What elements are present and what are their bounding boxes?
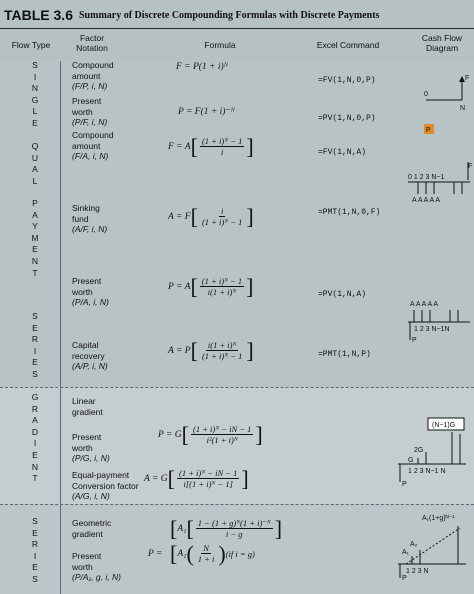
header-excel: Excel Command <box>316 40 380 50</box>
factor-name: Present worth <box>72 96 102 117</box>
factor-notation: (P/G, i, N) <box>72 453 110 463</box>
diagram-linear-gradient <box>394 416 470 494</box>
factor-name: Present worth <box>72 551 102 572</box>
svg-text:1 2 3 N−1N: 1 2 3 N−1N <box>414 326 450 333</box>
diagram-geometric-gradient <box>392 510 472 582</box>
svg-text:P: P <box>426 127 431 134</box>
row-fp <box>72 60 114 92</box>
excel-fp: =FV(1,N,0,P) <box>318 76 376 85</box>
svg-text:1 2 3 N−1 N: 1 2 3 N−1 N <box>408 468 446 475</box>
formula-af: A = F [ $\frac{i}{\text{(1 + i)ᴺ − 1}}$ ] <box>168 203 254 229</box>
svg-text:A A A A A: A A A A A <box>412 197 441 204</box>
svg-text:F: F <box>468 163 472 170</box>
factor-notation: (P/F, i, N) <box>72 117 108 127</box>
svg-text:P: P <box>412 337 417 344</box>
diagram-capital-recovery <box>406 296 472 348</box>
svg-text:0 1 2 3 N−1: 0 1 2 3 N−1 <box>408 174 445 181</box>
formula-pf: P = F(1 + i)⁻ᴺ <box>178 107 235 117</box>
factor-name: Compound amount <box>72 130 114 151</box>
row-pa <box>72 276 109 308</box>
factor-notation: (A/G, i, N) <box>72 491 110 501</box>
svg-text:0: 0 <box>424 91 428 98</box>
svg-text:A A A A A: A A A A A <box>410 301 439 308</box>
svg-text:N: N <box>460 105 466 112</box>
diagram-single-payment <box>404 62 470 140</box>
column-divider <box>60 61 61 594</box>
header-formula: Formula <box>204 40 236 50</box>
table-title <box>4 2 379 28</box>
factor-name: Sinking fund <box>72 203 100 224</box>
formula-ap: A = P [ $\frac{\text{i(1 + i)ᴺ}}{\text{(1 + i)ᴺ − 1}}$ ] <box>168 337 254 363</box>
excel-pf: =PV(1,N,0,P) <box>318 114 376 123</box>
excel-pa: =PV(1,N,A) <box>318 290 367 299</box>
svg-text:F: F <box>465 75 470 82</box>
svg-text:P: P <box>402 575 407 582</box>
row-af <box>72 203 107 235</box>
factor-notation: (A/F, i, N) <box>72 224 108 234</box>
factor-name: Capital recovery <box>72 340 105 361</box>
row-geometric <box>72 518 111 539</box>
excel-ap: =PMT(1,N,P) <box>318 350 371 359</box>
row-fa <box>72 130 114 162</box>
factor-name: Equal-payment Conversion factor <box>72 470 139 491</box>
factor-notation: (P/A₁, g, i, N) <box>72 572 121 582</box>
formula-pa: P = A [ $\frac{\text{(1 + i)ᴺ − 1}}{\text{i(1 + i)ᴺ}}$ ] <box>168 273 254 299</box>
factor-notation: (F/A, i, N) <box>72 151 109 161</box>
formula-ag: A = G [ $\frac{\text{(1 + i)ᴺ − iN − 1}}{\text{i[(1 + i)ᴺ − 1]}}$ ] <box>144 465 249 491</box>
svg-text:1 2 3 N: 1 2 3 N <box>406 568 429 575</box>
flow-type-payment: P A Y M E N T <box>31 198 39 278</box>
excel-fa: =FV(1,N,A) <box>318 148 367 157</box>
table-header <box>0 28 474 62</box>
flow-type-series: S E R I E S <box>31 311 39 379</box>
row-pf <box>72 96 107 128</box>
row-linear <box>72 396 103 417</box>
row-ap <box>72 340 108 372</box>
flow-type-series-2: S E R I E S <box>31 516 39 584</box>
diagram-uniform-series <box>406 160 472 204</box>
row-pg <box>72 432 110 464</box>
formula-fp: F = P(1 + i)ᴺ <box>176 62 229 72</box>
svg-text:A₁(1+g)ᴺ⁻¹: A₁(1+g)ᴺ⁻¹ <box>422 515 455 522</box>
svg-text:G: G <box>408 457 414 464</box>
formula-fa: F = A [ $\frac{\text{(1 + i)ᴺ − 1}}{i}$ ] <box>168 133 254 159</box>
svg-text:(N−1)G: (N−1)G <box>432 422 456 429</box>
factor-name: Linear gradient <box>72 396 103 417</box>
flow-type-single: S I N G L E Q U A L <box>31 60 39 186</box>
factor-notation: (P/A, i, N) <box>72 297 109 307</box>
row-ag <box>72 470 139 502</box>
header-cash-flow: Cash Flow Diagram <box>421 33 463 53</box>
table-caption: Summary of Discrete Compounding Formulas with Discrete Payments <box>78 9 380 21</box>
formula-geometric: [ A₁ [ $\frac{\text{1 − (1 + g)ᴺ(1 + i)⁻ᴺ}}{i - g}$ ] P = [ A₁ ( $\frac{N}{1 + i}$ ) (if i = g) <box>148 515 283 566</box>
header-factor-notation: Factor Notation <box>76 33 108 53</box>
flow-type-gradient: G R A D I E N T <box>31 392 39 484</box>
factor-name: Present worth <box>72 276 102 297</box>
svg-text:P: P <box>402 481 407 488</box>
factor-name: Present worth <box>72 432 102 453</box>
svg-text:2G: 2G <box>414 447 424 454</box>
factor-name: Geometric gradient <box>72 518 112 539</box>
factor-notation: (F/P, i, N) <box>72 81 108 91</box>
formula-pg: P = G [ $\frac{\text{(1 + i)ᴺ − iN − 1}}{\text{i²(1 + i)ᴺ}}$ ] <box>158 421 263 447</box>
excel-af: =PMT(1,N,0,F) <box>318 208 381 217</box>
table-number: TABLE 3.6 <box>4 7 73 23</box>
factor-name: Compound amount <box>72 60 114 81</box>
svg-text:A₂: A₂ <box>410 541 418 548</box>
header-flow-type: Flow Type <box>11 40 51 50</box>
row-geo-pw <box>72 551 121 583</box>
svg-text:A₁: A₁ <box>402 549 410 556</box>
factor-notation: (A/P, i, N) <box>72 361 108 371</box>
